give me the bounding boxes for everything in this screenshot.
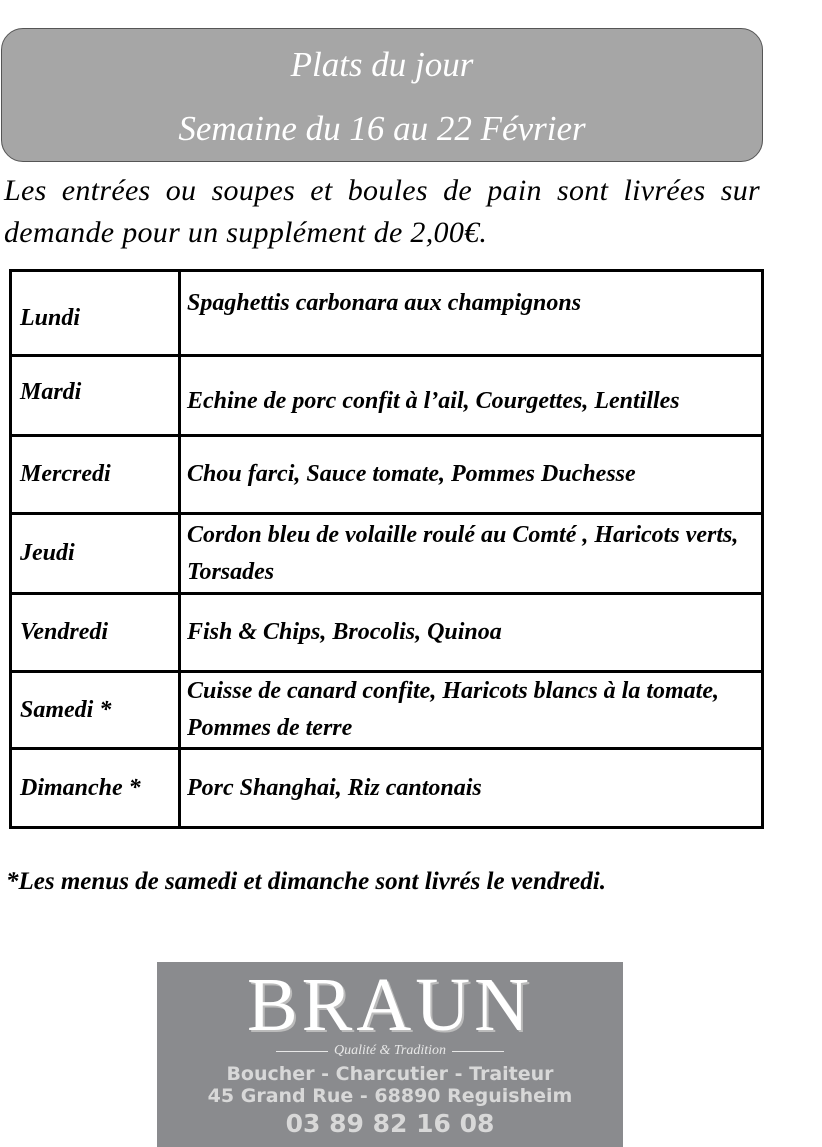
dish-cell: Cuisse de canard confite, Haricots blancs à la tomate, Pommes de terre [180,672,763,749]
day-cell: Dimanche * [11,749,180,828]
logo-phone: 03 89 82 16 08 [285,1109,495,1138]
day-cell: Mercredi [11,436,180,514]
day-cell: Vendredi [11,594,180,672]
page-title: Plats du jour [290,45,474,84]
divider [452,1051,504,1052]
table-row [11,594,763,672]
table-row [11,749,763,828]
table-row [11,514,763,594]
logo-tagline-row [157,1043,623,1059]
logo-tagline: Qualité & Tradition [333,1043,446,1058]
menu-table [9,269,764,829]
divider [276,1051,328,1052]
table-row [11,672,763,749]
day-cell: Jeudi [11,514,180,594]
week-subtitle: Semaine du 16 au 22 Février [178,109,586,148]
dish-cell: Echine de porc confit à l’ail, Courgettes, Lentilles [180,356,763,436]
dish-cell: Fish & Chips, Brocolis, Quinoa [180,594,763,672]
dish-cell: Spaghettis carbonara aux champignons [180,271,763,356]
title-banner [1,28,763,162]
footnote: *Les menus de samedi et dimanche sont livrés le vendredi. [6,868,606,895]
dish-cell: Porc Shanghai, Riz cantonais [180,749,763,828]
dish-cell: Cordon bleu de volaille roulé au Comté , Haricots verts, Torsades [180,514,763,594]
table-row [11,436,763,514]
logo-trade: Boucher - Charcutier - Traiteur [226,1063,554,1085]
table-row [11,271,763,356]
logo-brand: BRAUN [246,963,534,1047]
day-cell: Lundi [11,271,180,356]
day-cell: Samedi * [11,672,180,749]
intro-text: Les entrées ou soupes et boules de pain sont livrées sur demande pour un supplément de 2,00€. [4,174,760,249]
dish-cell: Chou farci, Sauce tomate, Pommes Duchesse [180,436,763,514]
logo-address: 45 Grand Rue - 68890 Reguisheim [207,1085,573,1107]
table-row [11,356,763,436]
day-cell: Mardi [11,356,180,436]
braun-logo [157,962,623,1147]
